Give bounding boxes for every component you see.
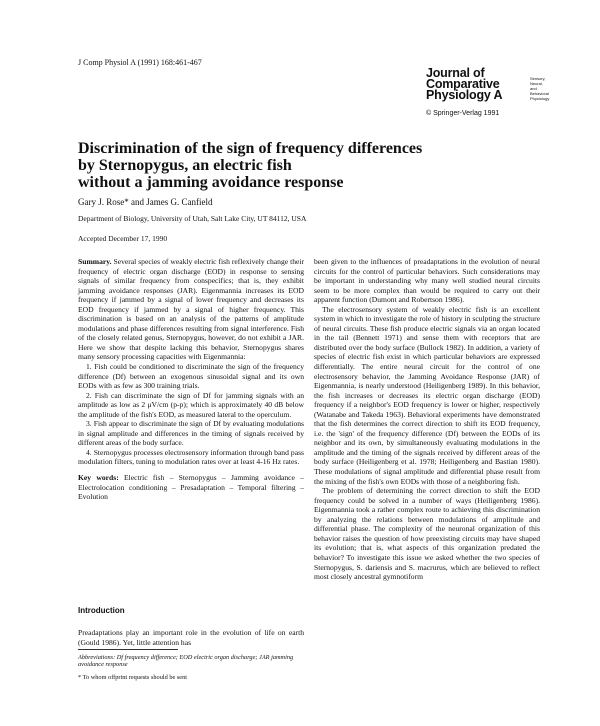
journal-citation: J Comp Physiol A (1991) 168:461-467 (78, 58, 202, 67)
article-title (78, 140, 518, 191)
right-column (314, 257, 540, 582)
journal-name-line-3: Physiology A (426, 88, 503, 102)
summary-point-3: 3. Fish appear to discriminate the sign of Df by evaluating modulations in signal amplitude and differences in the timing of signals received by different areas of the body surface. (78, 419, 304, 448)
footnote-abbreviations: Abbreviations: Df frequency difference; EOD electric organ discharge; JAR jamming avoidance response (78, 654, 294, 669)
right-paragraph-2: The electrosensory system of weakly electric fish is an excellent system in which to investigate the role of history in sculpting the structure of neural circuits. These fish produce electric signals via an organ located in the tail (Bennett 1971) and sense them with receptors that are distributed over the body surface (Bullock 1982). In addition, a variety of species of electric fish exist in which particular behaviors are expressed differentially. The entire neural circuit for the control of one electrosensory behavior, the Jamming Avoidance Response (JAR) of Eigenmannia, is nearly understood (Heiligenberg 1989). In this behavior, the fish increases or decreases its electric organ discharge (EOD) frequency if a neighbor's EOD frequency is lower or higher, respectively (Watanabe and Takeda 1963). Behavioral experiments have demonstrated that the fish determines the correct direction to shift its EOD frequency, i.e. the 'sign' of the frequency difference (Df) between the EODs of its neighbor and its own, by simultaneously evaluating modulations in the amplitude and the timing of the signals received by different areas of the body surface (Heiligenberg et al. 1978; Heiligenberg and Bastian 1980). These modulations of signal amplitude and differential phase result from the mixing of the fish's own EODs with those of a neighboring fish. (314, 304, 540, 486)
affiliation: Department of Biology, University of Utah, Salt Lake City, UT 84112, USA (78, 214, 307, 223)
introduction-paragraph: Preadaptations play an important role in the evolution of life on earth (Gould 1986). Yet, little attention has (78, 628, 304, 647)
title-line-1: Discrimination of the sign of frequency differences (78, 140, 423, 157)
journal-subtitle-line: Physiology (530, 96, 550, 101)
journal-masthead (426, 68, 576, 101)
journal-subtitle-line: Sensory, (530, 76, 546, 81)
introduction-heading: Introduction (78, 606, 125, 615)
title-line-3: without a jamming avoidance response (78, 174, 344, 191)
summary-text: Several species of weakly electric fish reflexively change their frequency of electric organ discharge (EOD) in response to sensing signals of similar frequency from conspecifics; that is, they exhibit jamming avoidance responses (JAR). Eigenmannia increases its EOD frequency if jammed by a signal of lower frequency and decreases its EOD frequency if jammed by a signal of higher frequency. This discrimination is based on an analysis of the patterns of amplitude modulations and phase differences resulting from signal interference. Fish of the closely related genus, Sternopygus, however, do not exhibit a JAR. Here we show that despite lacking this behavior, Sternopygus shares many sensory processing capacities with Eigenmannia: (78, 257, 304, 362)
summary-paragraph (78, 257, 304, 362)
journal-subtitle (530, 76, 576, 101)
journal-copyright: © Springer-Verlag 1991 (426, 110, 500, 117)
keywords-label: Key words: (78, 473, 119, 483)
right-paragraph-3: The problem of determining the correct direction to shift the EOD frequency could be solved in a number of ways (Heiligenberg 1986). Eigenmannia took a rather complex route to achieving this discrimination by analyzing the relations between modulations of amplitude and differential phase. The complexity of the neuronal organization of this behavior raises the question of how preexisting circuits may have shaped its evolution; that is, what aspects of this organization predated the behavior? To investigate this issue we asked whether the two species of Sternopygus, S. dariensis and S. macrurus, which are believed to reflect most closely ancestral gymnotiform (314, 486, 540, 582)
journal-name-line-2: Comparative (426, 77, 500, 91)
summary-point-4: 4. Sternopygus processes electrosensory information through band pass modulation filters, tuning to modulation rates over at least 4-16 Hz rates. (78, 447, 304, 467)
summary-label: Summary. (78, 257, 112, 266)
title-line-2: by Sternopygus, an electric fish (78, 157, 292, 174)
accepted-date: Accepted December 17, 1990 (78, 234, 168, 243)
summary-column (78, 257, 304, 502)
authors: Gary J. Rose* and James G. Canfield (78, 197, 213, 207)
summary-point-1: 1. Fish could be conditioned to discriminate the sign of the frequency difference (Df) between an exogenous sinusoidal signal and its own EODs with as few as 300 training trials. (78, 362, 304, 391)
journal-subtitle-line: and (530, 86, 537, 91)
footnote-correspondence: * To whom offprint requests should be sent (78, 674, 187, 681)
journal-name-line-1: Journal of (426, 66, 485, 80)
journal-subtitle-line: Neural, (530, 81, 543, 86)
right-paragraph-1: been given to the influences of preadaptations in the evolution of neural circuits for the control of particular behaviors. Such considerations may be important in understanding why many well studied neural circuits seem to be more complex than would be required to carry out their apparent function (Dumont and Robertson 1986). (314, 257, 540, 305)
footnote-rule (78, 649, 178, 650)
summary-point-2: 2. Fish can discriminate the sign of Df for jamming signals with an amplitude as low as 2 μV/cm (p-p); which is approximately 40 dB below the amplitude of the fish's EOD, as measured lateral to the operculum. (78, 390, 304, 419)
journal-subtitle-line: Behavioral (530, 91, 549, 96)
keywords (78, 473, 304, 502)
keywords-text: Electric fish – Sternopygus – Jamming avoidance – Electrolocation conditioning – Presadaptation – Temporal filtering – Evolution (78, 473, 304, 502)
introduction-text (78, 628, 304, 647)
